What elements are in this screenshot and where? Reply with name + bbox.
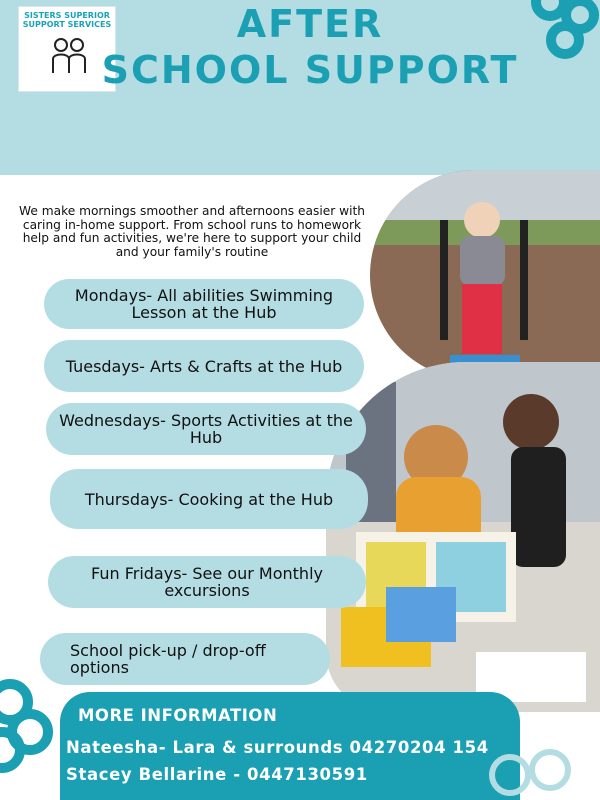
photo-kids-reading [326,362,600,712]
schedule-item-thursday [50,469,368,529]
title-line1: AFTER [236,2,384,46]
flower-icon [0,672,70,800]
schedule-item-label: Tuesdays- Arts & Crafts at the Hub [65,356,343,376]
schedule-item-tuesday [44,340,364,392]
title-line2: SCHOOL SUPPORT [101,48,519,92]
schedule-item-wednesday [46,403,366,455]
schedule-item-friday [48,556,366,608]
contact-nateesha: Nateesha- Lara & surrounds 04270204 154 [66,738,489,757]
photo-girl-on-swing [370,170,600,380]
schedule-item-label: School pick-up / drop-off options [70,641,266,677]
family-logo-icon [49,35,89,75]
intro-text: We make mornings smoother and afternoons easier with caring in-home support. From school runs to homework help and fun activities, we're here to support your child and your family's routine [19,204,365,259]
flower-icon [510,0,600,70]
contact-stacey: Stacey Bellarine - 0447130591 [66,765,368,784]
schedule-item-label: Thursdays- Cooking at the Hub [84,489,334,509]
schedule-item-label: Fun Fridays- See our Monthly excursions [91,564,323,600]
more-info-title: MORE INFORMATION [78,706,278,725]
logo-org-name: SISTERS SUPERIOR SUPPORT SERVICES [22,11,112,29]
schedule-item-monday [44,279,364,329]
schedule-item-pickup [40,633,330,685]
schedule-item-label: Wednesdays- Sports Activities at the Hub [59,411,353,447]
schedule-item-label: Mondays- All abilities Swimming Lesson at the Hub [74,286,334,322]
swirl-icon [480,740,600,800]
